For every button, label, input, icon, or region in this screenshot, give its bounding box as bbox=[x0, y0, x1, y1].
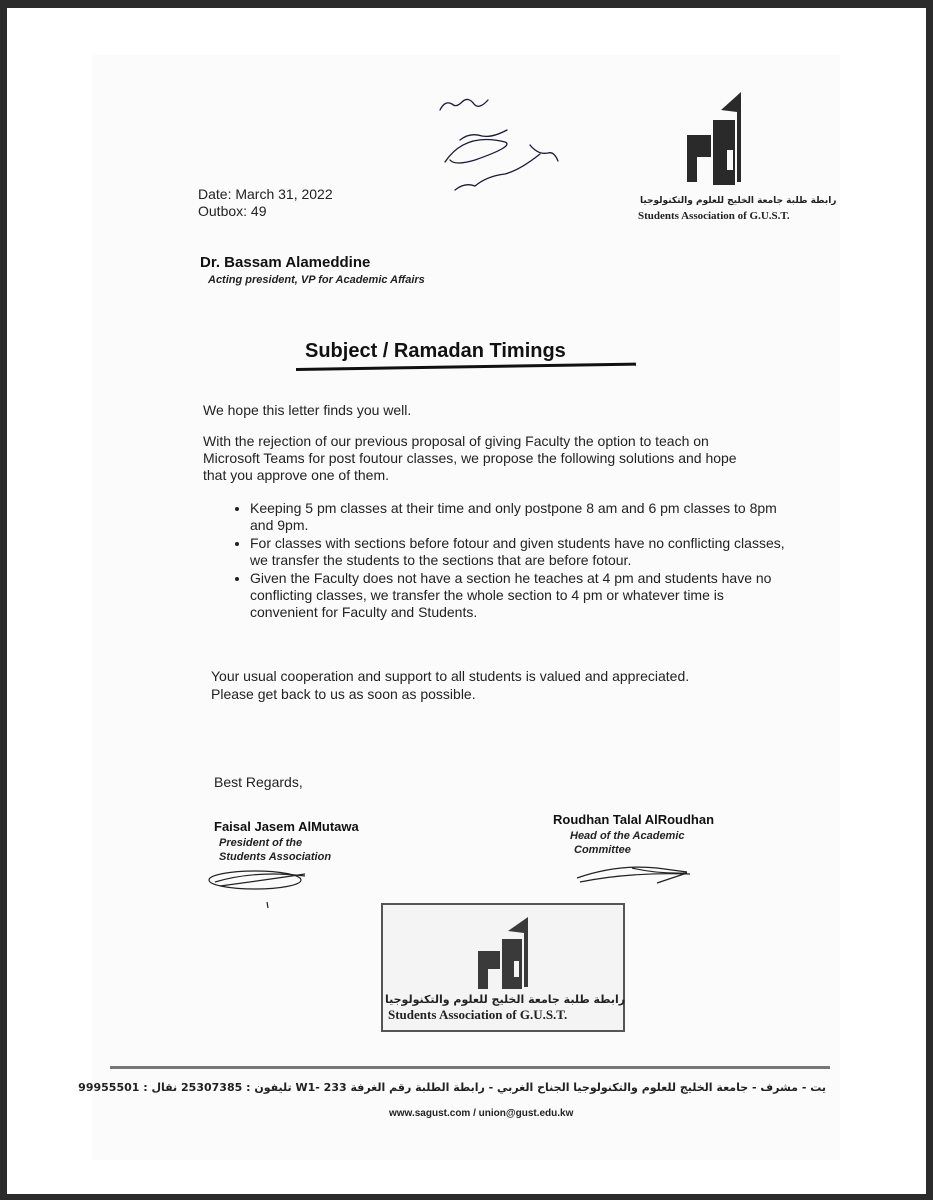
left-signatory-role-1: President of the bbox=[219, 837, 303, 849]
footer-address: يت - مشرف - جامعة الخليج للعلوم والتكنولوجيا الجناح الغربي - رابطة الطلبة رقم الغرفة 233 -W1 تليفون : 25307385 نقال : 99955501 bbox=[78, 1081, 826, 1094]
handwritten-note bbox=[420, 70, 570, 195]
left-signature bbox=[205, 862, 315, 912]
recipient-name: Dr. Bassam Alameddine bbox=[200, 254, 371, 271]
stamp-english-text: Students Association of G.U.S.T. bbox=[388, 1007, 568, 1022]
right-signatory-role-2: Committee bbox=[574, 844, 631, 856]
right-signatory-name: Roudhan Talal AlRoudhan bbox=[553, 812, 715, 827]
stamp-arabic-text: رابطة طلبة جامعة الخليج للعلوم والتكنولوجيا bbox=[385, 993, 626, 1006]
stamp-logo-icon bbox=[474, 915, 534, 993]
list-item: • Given the Faculty does not have a section he teaches at 4 pm and students have no conflicting classes, we transfer the whole section to 4 pm or whatever time is convenient for Faculty and Students. bbox=[250, 570, 790, 621]
proposal-list bbox=[226, 500, 790, 622]
recipient-title: Acting president, VP for Academic Affairs bbox=[208, 274, 425, 286]
outbox-number: Outbox: 49 bbox=[198, 203, 267, 219]
letter-date: Date: March 31, 2022 bbox=[198, 186, 333, 202]
left-signatory-role-2: Students Association bbox=[219, 851, 332, 863]
logo-english-text: Students Association of G.U.S.T. bbox=[638, 210, 790, 222]
right-signatory-role-1: Head of the Academic bbox=[570, 830, 685, 842]
closing-line-2: Please get back to us as soon as possible. bbox=[211, 686, 476, 702]
intro-paragraph: With the rejection of our previous proposal of giving Faculty the option to teach on Microsoft Teams for post foutour classes, we propose the following solutions and hope that you approve one of them. bbox=[203, 433, 737, 483]
list-item: • For classes with sections before fotour and given students have no conflicting classes, we transfer the students to the sections that are before fotour. bbox=[250, 535, 790, 569]
closing-line-1: Your usual cooperation and support to all students is valued and appreciated. bbox=[211, 668, 690, 684]
association-logo-icon bbox=[683, 90, 745, 192]
left-signatory-name: Faisal Jasem AlMutawa bbox=[214, 819, 359, 834]
regards-text: Best Regards, bbox=[214, 774, 303, 790]
list-item: • Keeping 5 pm classes at their time and only postpone 8 am and 6 pm classes to 8pm and 9pm. bbox=[250, 500, 790, 534]
logo-arabic-text: رابطة طلبة جامعة الخليج للعلوم والتكنولوجيا bbox=[640, 196, 837, 206]
greeting-text: We hope this letter finds you well. bbox=[203, 402, 412, 418]
right-signature bbox=[572, 856, 702, 891]
subject-heading: Subject / Ramadan Timings bbox=[305, 340, 566, 362]
footer-divider bbox=[110, 1066, 830, 1069]
footer-links: www.sagust.com / union@gust.edu.kw bbox=[389, 1108, 574, 1119]
